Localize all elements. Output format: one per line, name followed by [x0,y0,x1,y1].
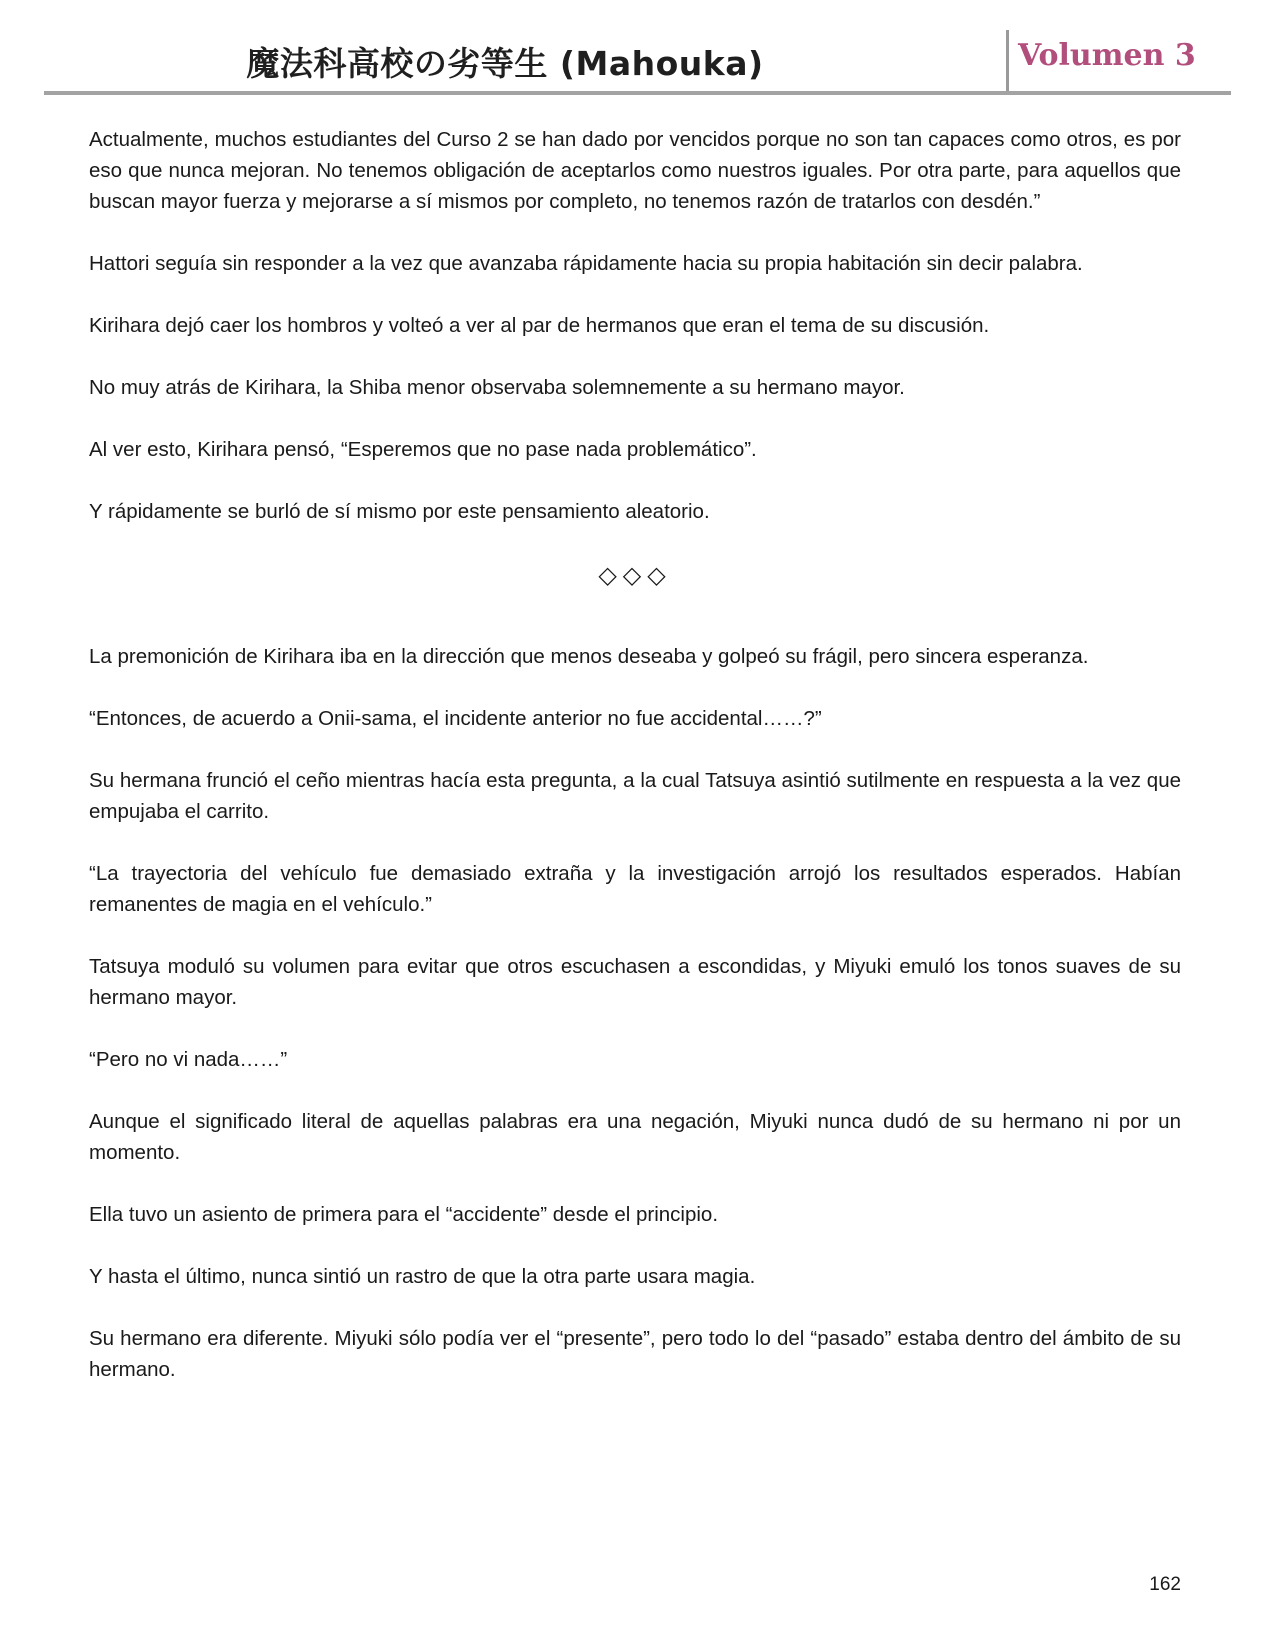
paragraph: “Pero no vi nada……” [89,1048,288,1071]
paragraph: Ella tuvo un asiento de primera para el “accidente” desde el principio. [89,1203,719,1226]
paragraph: Y rápidamente se burló de sí mismo por este pensamiento aleatorio. [89,500,710,523]
paragraph: Aunque el significado literal de aquellas palabras era una negación, Miyuki nunca dudó de su hermano ni por un momento. [89,1110,1181,1164]
paragraph: Tatsuya moduló su volumen para evitar que otros escuchasen a escondidas, y Miyuki emuló los tonos suaves de su hermano mayor. [89,955,1181,1009]
paragraph: No muy atrás de Kirihara, la Shiba menor observaba solemnemente a su hermano mayor. [89,376,905,399]
paragraph: “Entonces, de acuerdo a Onii-sama, el incidente anterior no fue accidental……?” [89,707,822,730]
paragraph: Su hermano era diferente. Miyuki sólo podía ver el “presente”, pero todo lo del “pasado” estaba dentro del ámbito de su hermano. [89,1327,1181,1381]
paragraph: Y hasta el último, nunca sintió un rastro de que la otra parte usara magia. [89,1265,756,1288]
page-number: 162 [1149,1574,1181,1595]
volume-label: Volumen 3 [1018,38,1196,73]
paragraph: La premonición de Kirihara iba en la dirección que menos deseaba y golpeó su frágil, pero sincera esperanza. [89,645,1089,668]
page-body [89,124,1181,1416]
header-divider [1006,30,1009,92]
header-rule [44,91,1231,95]
paragraph: Hattori seguía sin responder a la vez que avanzaba rápidamente hacia su propia habitación sin decir palabra. [89,252,1083,275]
paragraph: Su hermana frunció el ceño mientras hacía esta pregunta, a la cual Tatsuya asintió sutilmente en respuesta a la vez que empujaba el carrito. [89,769,1181,823]
paragraph: Actualmente, muchos estudiantes del Curso 2 se han dado por vencidos porque no son tan capaces como otros, es por eso que nunca mejoran. No tenemos obligación de aceptarlos como nuestros iguales. Por otra parte, para aquellos que buscan mayor fuerza y mejorarse a sí mismos por completo, no tenemos razón de tratarlos con desdén.” [89,128,1181,213]
paragraph: Al ver esto, Kirihara pensó, “Esperemos que no pase nada problemático”. [89,438,757,461]
paragraph: “La trayectoria del vehículo fue demasiado extraña y la investigación arrojó los resultados esperados. Habían remanentes de magia en el vehículo.” [89,862,1181,916]
book-title: 魔法科高校の劣等生 (Mahouka) [246,44,764,83]
scene-separator: ◇◇◇ [598,561,672,589]
page-header [0,0,1275,100]
paragraph: Kirihara dejó caer los hombros y volteó a ver al par de hermanos que eran el tema de su discusión. [89,314,990,337]
